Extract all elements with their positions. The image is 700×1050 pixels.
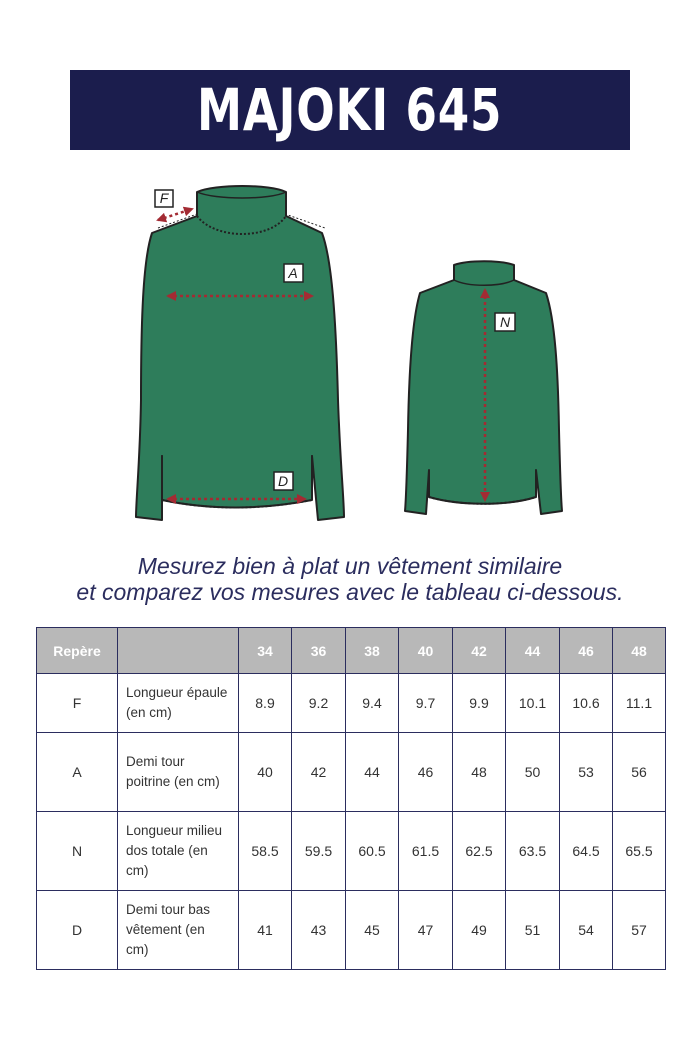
table-cell: 9.7 [399,674,453,733]
front-garment-body [136,186,344,520]
row-marker: A [37,733,118,812]
table-row [37,674,666,733]
table-cell: 44 [346,733,399,812]
table-cell: 59.5 [292,812,346,891]
table-cell: 42 [292,733,346,812]
table-row [37,733,666,812]
row-marker: F [37,674,118,733]
table-cell: 54 [560,891,613,970]
front-view [136,186,344,520]
arrow-f [158,209,192,220]
instructions-caption [0,553,700,605]
header-size: 38 [346,628,399,674]
table-cell: 9.4 [346,674,399,733]
table-cell: 53 [560,733,613,812]
row-label: Demi tour poitrine (en cm) [118,733,239,812]
table-cell: 56 [613,733,666,812]
table-cell: 10.6 [560,674,613,733]
garment-illustration [0,170,700,530]
header-size: 36 [292,628,346,674]
table-row [37,891,666,970]
header-measurement [118,628,239,674]
table-cell: 50 [506,733,560,812]
caption-line-1: Mesurez bien à plat un vêtement similaire [137,553,563,579]
marker-f-label: F [159,190,169,206]
row-marker: N [37,812,118,891]
table-cell: 41 [239,891,292,970]
table-cell: 9.9 [453,674,506,733]
marker-d [274,472,293,490]
table-cell: 47 [399,891,453,970]
row-label: Demi tour bas vêtement (en cm) [118,891,239,970]
table-cell: 63.5 [506,812,560,891]
table-cell: 8.9 [239,674,292,733]
page-title: MAJOKI 645 [197,76,503,144]
marker-a [284,264,303,282]
title-bar [70,70,630,150]
table-cell: 49 [453,891,506,970]
table-cell: 48 [453,733,506,812]
table-cell: 65.5 [613,812,666,891]
table-cell: 10.1 [506,674,560,733]
header-size: 48 [613,628,666,674]
header-size: 46 [560,628,613,674]
table-cell: 46 [399,733,453,812]
marker-f [155,190,173,207]
table-cell: 62.5 [453,812,506,891]
marker-n [495,313,515,331]
marker-d-label: D [277,473,289,489]
table-header-row [37,628,666,674]
header-size: 44 [506,628,560,674]
table-cell: 61.5 [399,812,453,891]
row-label: Longueur épaule (en cm) [118,674,239,733]
header-size: 34 [239,628,292,674]
table-cell: 58.5 [239,812,292,891]
table-cell: 43 [292,891,346,970]
header-repere: Repère [37,628,118,674]
table-row [37,812,666,891]
row-label: Longueur milieu dos totale (en cm) [118,812,239,891]
marker-a-label: A [288,265,298,281]
header-size: 42 [453,628,506,674]
table-cell: 64.5 [560,812,613,891]
table-cell: 9.2 [292,674,346,733]
table-cell: 60.5 [346,812,399,891]
header-size: 40 [399,628,453,674]
table-cell: 40 [239,733,292,812]
row-marker: D [37,891,118,970]
table-cell: 45 [346,891,399,970]
table-cell: 51 [506,891,560,970]
table-cell: 11.1 [613,674,666,733]
back-view [405,261,562,514]
table-cell: 57 [613,891,666,970]
caption-line-2: et comparez vos mesures avec le tableau ci-dessous. [76,579,624,605]
size-chart-table [36,627,666,970]
marker-n-label: N [499,314,511,330]
